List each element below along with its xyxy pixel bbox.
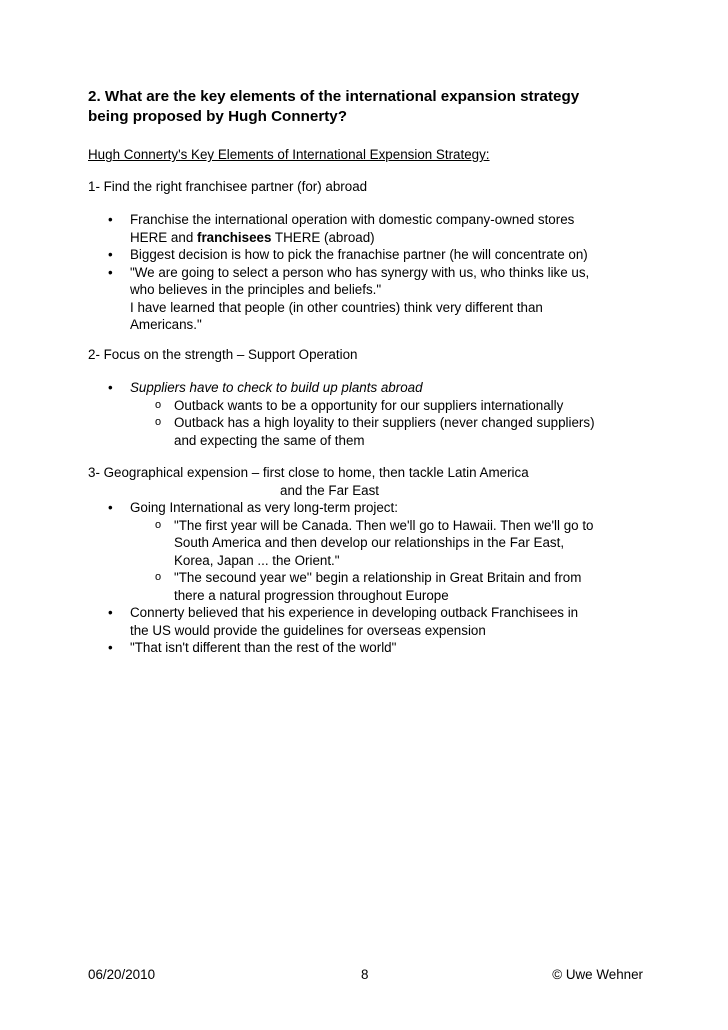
sub-list-item-continuation: there a natural progression throughout Europe [174, 587, 449, 603]
sub-list-item: o "The first year will be Canada. Then we'll go to Hawaii. Then we'll go to [155, 517, 594, 533]
list-item: • "We are going to select a person who has synergy with us, who thinks like us, [108, 264, 590, 280]
bullet-icon: • [108, 264, 113, 280]
sub-list-item-continuation: and expecting the same of them [174, 432, 365, 448]
sub-list-item: o "The secound year we'' begin a relationship in Great Britain and from [155, 570, 582, 585]
page-footer [88, 966, 643, 984]
bullet-list [88, 211, 668, 334]
sub-list-item-continuation: Korea, Japan ... the Orient." [174, 552, 340, 568]
sub-list-item: o Outback wants to be a opportunity for our suppliers internationally [155, 397, 564, 413]
bullet-icon: • [108, 640, 113, 655]
list-item-continuation: who believes in the principles and beliefs." [130, 282, 382, 297]
page-number: 8 [361, 967, 369, 982]
list-item-continuation: Americans." [130, 317, 202, 332]
list-item: • Franchise the international operation with domestic company-owned stores [108, 212, 575, 227]
section-title: 3- Geographical expension – first close to home, then tackle Latin America and the Far East • Going International as very long-term project: o "The first year will be Canada. Then we'll go to Hawaii. Then we'll go to South America and then develop our relationships in the Far East, Korea, Japan ... the Orient." o "The secound year we'' begin a relationship in Great Britain and from there a natural progression throughout Europe • Connerty believed that his experience in developing outback Franchisees in the US would provide the guidelines for overseas expension • "That isn't different than the rest of the world" [88, 464, 668, 657]
list-item-continuation: the US would provide the guidelines for overseas expension [130, 622, 486, 638]
question-heading [88, 87, 658, 127]
circle-bullet-icon: o [155, 571, 162, 583]
section-title: 2- Focus on the strength – Support Operation [88, 347, 358, 362]
list-item-continuation: I have learned that people (in other countries) think very different than [130, 299, 543, 315]
bullet-icon: • [108, 380, 113, 395]
bullet-icon: • [108, 247, 113, 262]
bullet-icon: • [108, 500, 113, 515]
footer-author: © Uwe Wehner [552, 967, 643, 982]
bullet-list [88, 379, 668, 449]
section-title: 1- Find the right franchisee partner (for) abroad [88, 179, 368, 194]
heading-line: being proposed by Hugh Connerty? [88, 108, 348, 125]
bullet-icon: • [108, 212, 113, 227]
list-item-continuation: HERE and franchisees THERE (abroad) [130, 229, 375, 245]
heading-line: 2. What are the key elements of the international expansion strategy [88, 88, 580, 105]
circle-bullet-icon: o [155, 416, 162, 428]
sub-list-item-continuation: South America and then develop our relationships in the Far East, [174, 535, 565, 550]
list-item: • Going International as very long-term project: [108, 500, 398, 515]
list-item: • "That isn't different than the rest of the world" [108, 640, 397, 655]
sub-list-item: o Outback has a high loyality to their suppliers (never changed suppliers) [155, 415, 595, 430]
footer-date: 06/20/2010 [88, 967, 156, 982]
circle-bullet-icon: o [155, 398, 162, 411]
list-item: • Suppliers have to check to build up plants abroad [108, 380, 423, 395]
list-item: • Connerty believed that his experience in developing outback Franchisees in [108, 605, 579, 620]
section-subheading: Hugh Connerty's Key Elements of International Expension Strategy: [88, 147, 490, 162]
list-item: • Biggest decision is how to pick the franachise partner (he will concentrate on) [108, 247, 588, 262]
circle-bullet-icon: o [155, 518, 162, 531]
bullet-icon: • [108, 605, 113, 620]
